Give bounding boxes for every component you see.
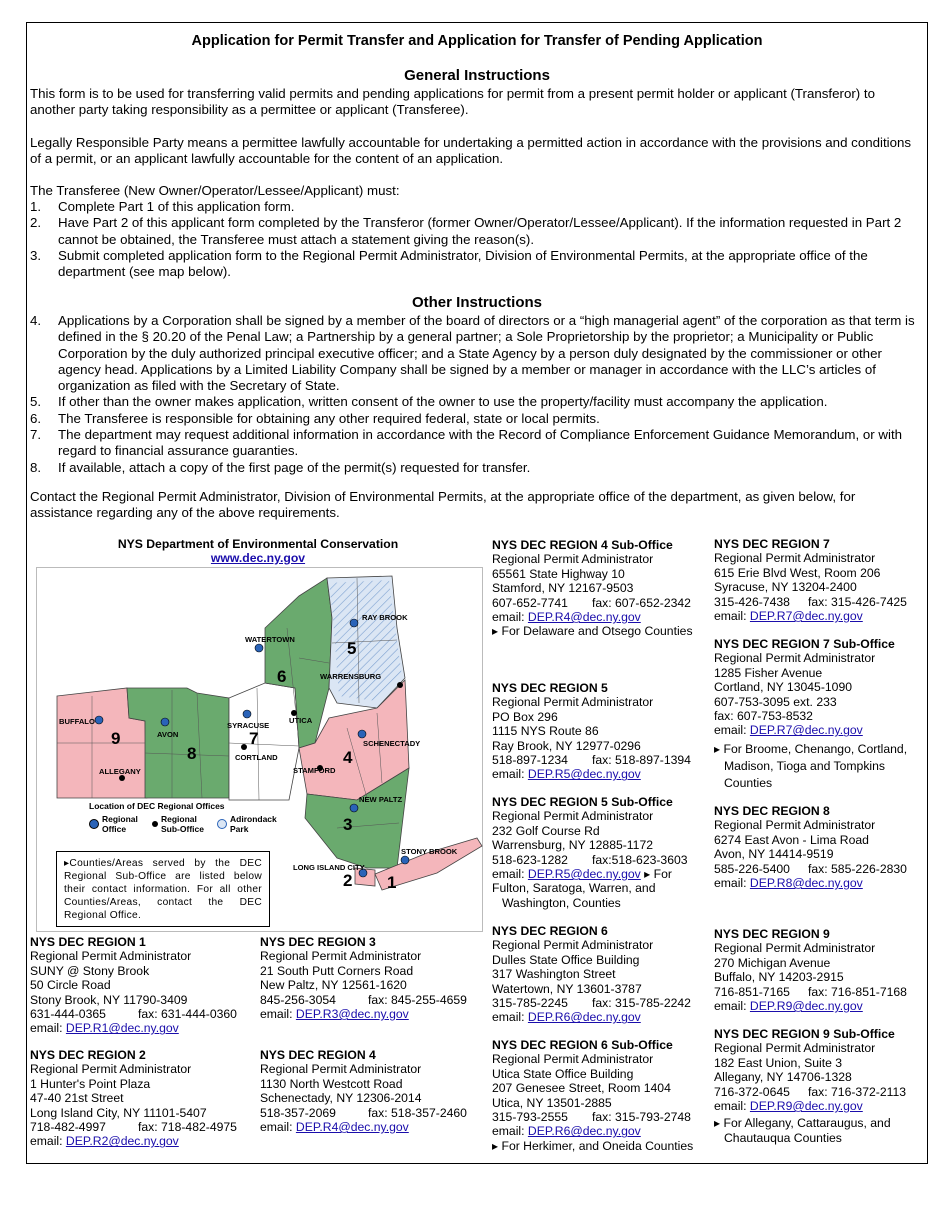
other-instructions-heading: Other Instructions: [411, 294, 542, 311]
label-stony-brook: STONY BROOK: [401, 847, 458, 856]
region-number-5: 5: [347, 639, 357, 658]
region-number-9: 9: [111, 729, 121, 748]
region-number-6: 6: [277, 667, 287, 686]
list-item: 5. If other than the owner makes application, written consent of the owner to use the property/facility must accompany the application.: [30, 394, 828, 410]
legend-regional-office: Regional Office: [102, 814, 138, 834]
office-region-6-sub: NYS DEC REGION 6 Sub-Office Regional Permit Administrator Utica State Office Building 207 Genesee Street, Room 1404 Utica, NY 13501-2885 315-793-2555 fax: 315-793-2748 email: DEP.R6@dec.ny.gov ▸ For Herkimer, and Oneida Counties: [492, 1038, 694, 1153]
office-region-4: NYS DEC REGION 4 Regional Permit Administrator 1130 North Westcott Road Schenectady, NY 12306-2014 518-357-2069 fax: 518-357-2460 email: DEP.R4@dec.ny.gov: [260, 1048, 467, 1135]
list-item: 4. Applications by a Corporation shall be signed by a member of the board of directors or a “high managerial agent” of the corporation as that term is defined in the § 20.20 of the Penal Law; a Partnership by a general partner; a Sole Proprietorship by the proprietor; a Municipality or Public Corporation by the duly authorized principal executive officer; and a State Agency by a person duly designated by the commissioner or other agency head. Applications by a Limited Liability Company shall be signed by a member or manager in accordance with the LLC’s articles of organization as filed with the Secretary of State.: [30, 313, 915, 394]
email-link-region-2[interactable]: DEP.R2@dec.ny.gov: [65, 1134, 179, 1149]
list-item: 6. The Transferee is responsible for obtaining any other required federal, state or local permits.: [30, 410, 600, 426]
list-item: 8. If available, attach a copy of the first page of the permit(s) requested for transfer.: [30, 459, 531, 475]
general-paragraph-1: This form is to be used for transferring valid permits and pending applications for permit from a present permit holder or applicant (Transferor) to another party taking responsibility as a permittee or applicant (Transferee).: [30, 86, 875, 118]
label-new-paltz: NEW PALTZ: [359, 795, 403, 804]
sub-office-icon: [152, 821, 158, 827]
email-link-region-3[interactable]: DEP.R3@dec.ny.gov: [295, 1007, 409, 1022]
page-title: Application for Permit Transfer and Application for Transfer of Pending Application: [191, 33, 763, 49]
email-link-region-8[interactable]: DEP.R8@dec.ny.gov: [749, 876, 863, 891]
dec-website-link[interactable]: www.dec.ny.gov: [210, 551, 306, 565]
region-number-7: 7: [249, 729, 259, 748]
region-number-8: 8: [187, 744, 197, 763]
other-steps-list: [30, 313, 922, 476]
email-link-region-7-sub[interactable]: DEP.R7@dec.ny.gov: [749, 723, 863, 738]
email-link-region-6-sub[interactable]: DEP.R6@dec.ny.gov: [527, 1124, 641, 1139]
label-watertown: WATERTOWN: [245, 635, 295, 644]
map-note: ▸Counties/Areas served by the DEC Regional Sub-Office are listed below their contact information. For all other Counties/Areas, contact the DEC Regional Office.: [56, 851, 270, 927]
list-item: 1. Complete Part 1 of this application form.: [30, 199, 295, 214]
region-7-area: [229, 683, 299, 800]
office-region-7: NYS DEC REGION 7 Regional Permit Administrator 615 Erie Blvd West, Room 206 Syracuse, NY 13204-2400 315-426-7438 fax: 315-426-7425 email: DEP.R7@dec.ny.gov: [714, 537, 907, 624]
label-buffalo: BUFFALO: [59, 717, 95, 726]
contact-paragraph: Contact the Regional Permit Administrator, Division of Environmental Permits, at the appropriate office of the department, as given below, for assistance regarding any of the above requirements.: [30, 489, 856, 521]
label-warrensburg: WARRENSBURG: [320, 672, 382, 681]
label-schenectady: SCHENECTADY: [363, 739, 421, 748]
label-utica: UTICA: [289, 716, 313, 725]
email-link-region-9-sub[interactable]: DEP.R9@dec.ny.gov: [749, 1099, 863, 1114]
region-number-3: 3: [343, 815, 353, 834]
list-item: 3. Submit completed application form to the Regional Permit Administrator, Division of Environmental Permits, at the appropriate office of the department (see map below).: [30, 247, 868, 280]
email-link-region-4[interactable]: DEP.R4@dec.ny.gov: [295, 1120, 409, 1135]
legend-regional-sub-office: Regional Sub-Office: [161, 814, 204, 834]
general-instructions-heading: General Instructions: [404, 67, 550, 84]
list-item: 7. The department may request additional information in accordance with the Record of Compliance Enforcement Guidance Memorandum, or with regard to financial assurance guaranties.: [30, 427, 903, 459]
office-region-5: NYS DEC REGION 5 Regional Permit Administrator PO Box 296 1115 NYS Route 86 Ray Brook, NY 12977-0296 518-897-1234 fax: 518-897-1394 email: DEP.R5@dec.ny.gov: [492, 681, 691, 782]
region-number-2: 2: [343, 871, 353, 890]
map-legend: [89, 801, 280, 834]
adirondack-park-icon: [217, 819, 227, 829]
office-region-9-sub: NYS DEC REGION 9 Sub-Office Regional Permit Administrator 182 East Union, Suite 3 Allegany, NY 14706-1328 716-372-0645 fax: 716-372-2113 email: DEP.R9@dec.ny.gov ▸ For Allegany, Cattaraugus, and Chautauqua Counties: [714, 1027, 907, 1145]
label-ray-brook: RAY BROOK: [362, 613, 408, 622]
regional-office-icon: [89, 819, 99, 829]
email-link-region-5-sub[interactable]: DEP.R5@dec.ny.gov: [527, 867, 641, 882]
email-link-region-1[interactable]: DEP.R1@dec.ny.gov: [65, 1021, 179, 1036]
label-cortland: CORTLAND: [235, 753, 278, 762]
office-region-2: NYS DEC REGION 2 Regional Permit Administrator 1 Hunter's Point Plaza 47-40 21st Street Long Island City, NY 11101-5407 718-482-4997 fax: 718-482-4975 email: DEP.R2@dec.ny.gov: [30, 1048, 237, 1149]
list-item: 2. Have Part 2 of this applicant form completed by the Transferor (former Owner/Operator/Lessee/Applicant). If the information requested in Part 2 cannot be obtained, the Transferee must attach a statement giving the reason(s).: [30, 215, 902, 247]
office-region-4-sub: NYS DEC REGION 4 Sub-Office Regional Permit Administrator 65561 State Highway 10 Stamford, NY 12167-9503 607-652-7741 fax: 607-652-2342 email: DEP.R4@dec.ny.gov ▸ For Delaware and Otsego Counties: [492, 538, 693, 639]
office-region-1: NYS DEC REGION 1 Regional Permit Administrator SUNY @ Stony Brook 50 Circle Road Stony Brook, NY 11790-3409 631-444-0365 fax: 631-444-0360 email: DEP.R1@dec.ny.gov: [30, 935, 237, 1036]
label-long-island-city: LONG ISLAND CITY: [293, 863, 365, 872]
label-allegany: ALLEGANY: [99, 767, 141, 776]
region-number-4: 4: [343, 748, 353, 767]
label-avon: AVON: [157, 730, 179, 739]
label-stamford: STAMFORD: [293, 766, 336, 775]
legend-adirondack-park: Adirondack Park: [230, 814, 277, 834]
email-link-region-5[interactable]: DEP.R5@dec.ny.gov: [527, 767, 641, 782]
office-region-6: NYS DEC REGION 6 Regional Permit Administrator Dulles State Office Building 317 Washington Street Watertown, NY 13601-3787 315-785-2245 fax: 315-785-2242 email: DEP.R6@dec.ny.gov: [492, 924, 691, 1025]
legend-title: Location of DEC Regional Offices: [89, 801, 225, 811]
general-paragraph-3: The Transferee (New Owner/Operator/Lessee/Applicant) must:: [30, 183, 400, 198]
office-region-3: NYS DEC REGION 3 Regional Permit Administrator 21 South Putt Corners Road New Paltz, NY 12561-1620 845-256-3054 fax: 845-255-4659 email: DEP.R3@dec.ny.gov: [260, 935, 467, 1022]
email-link-region-9[interactable]: DEP.R9@dec.ny.gov: [749, 999, 863, 1014]
general-steps-list: [30, 199, 922, 280]
label-syracuse: SYRACUSE: [227, 721, 270, 730]
map-title: NYS Department of Environmental Conservation: [117, 537, 399, 551]
general-paragraph-2: Legally Responsible Party means a permittee lawfully accountable for undertaking a permitted action in accordance with the provisions and conditions of a permit, or an applicant lawfully accountable for the content of an application.: [30, 135, 912, 167]
email-link-region-6[interactable]: DEP.R6@dec.ny.gov: [527, 1010, 641, 1025]
region-number-1: 1: [387, 873, 397, 892]
office-region-5-sub: NYS DEC REGION 5 Sub-Office Regional Permit Administrator 232 Golf Course Rd Warrensburg, NY 12885-1172 518-623-1282 fax:518-623-3603 email: DEP.R5@dec.ny.gov ▸ For Fulton, Saratoga, Warren, and Washington, Counties: [492, 795, 688, 910]
office-region-9: NYS DEC REGION 9 Regional Permit Administrator 270 Michigan Avenue Buffalo, NY 14203-2915 716-851-7165 fax: 716-851-7168 email: DEP.R9@dec.ny.gov: [714, 927, 907, 1014]
office-region-7-sub: NYS DEC REGION 7 Sub-Office Regional Permit Administrator 1285 Fisher Avenue Cortland, NY 13045-1090 607-753-3095 ext. 233 fax: 607-753-8532 email: DEP.R7@dec.ny.gov ▸ For Broome, Chenango, Cortland, Madison, Tioga and Tompkins Counties: [714, 637, 908, 790]
email-link-region-4-sub[interactable]: DEP.R4@dec.ny.gov: [527, 610, 641, 625]
email-link-region-7[interactable]: DEP.R7@dec.ny.gov: [749, 609, 863, 624]
office-region-8: NYS DEC REGION 8 Regional Permit Administrator 6274 East Avon - Lima Road Avon, NY 14414-9519 585-226-5400 fax: 585-226-2830 email: DEP.R8@dec.ny.gov: [714, 804, 907, 891]
